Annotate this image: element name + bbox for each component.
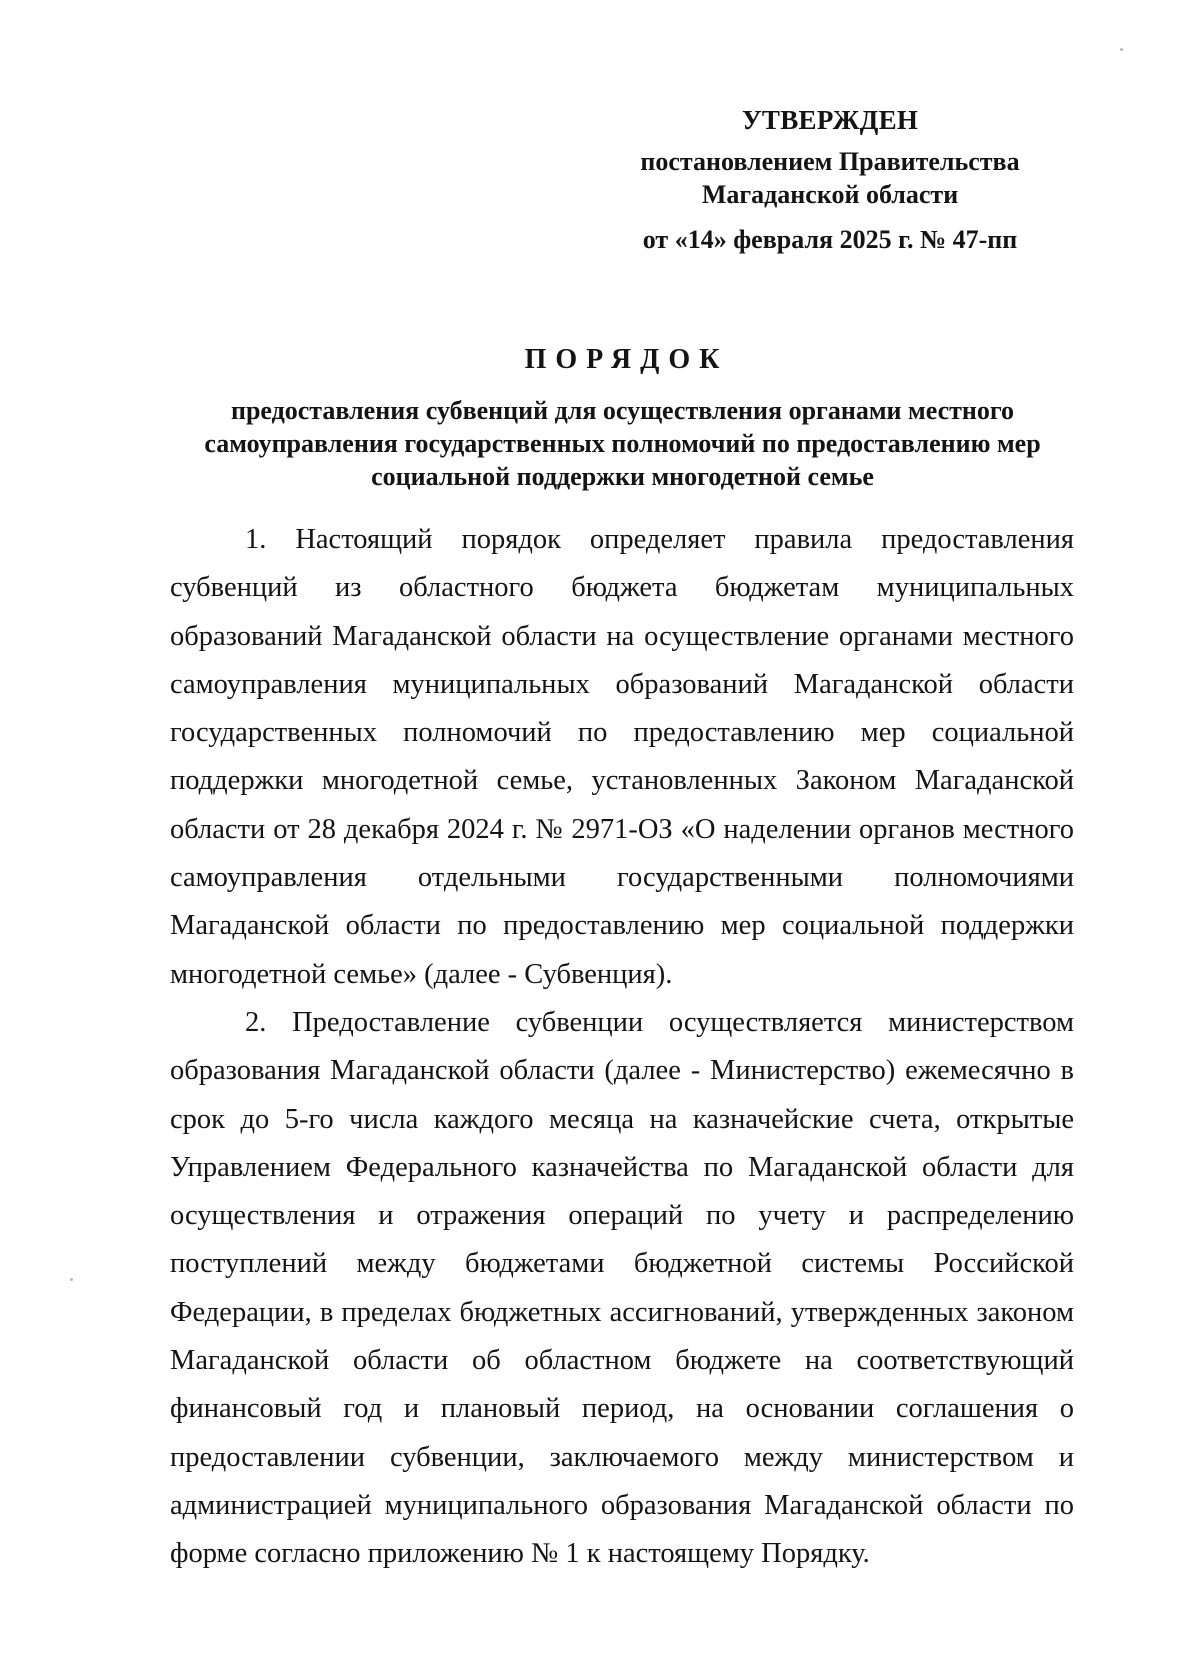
scan-artifact bbox=[1120, 48, 1123, 51]
approval-region: Магаданской области bbox=[701, 180, 959, 209]
document-body bbox=[170, 516, 1074, 1579]
document-subtitle: предоставления субвенций для осуществления органами местного самоуправления государственных полномочий по предоставлению мер социальной поддержки многодетной семье bbox=[204, 396, 1041, 491]
approval-heading: УТВЕРЖДЕН bbox=[741, 105, 919, 135]
scan-artifact bbox=[70, 1278, 73, 1281]
document-title-block bbox=[170, 342, 1075, 493]
approval-stamp bbox=[615, 104, 1045, 256]
document-title: ПОРЯДОК bbox=[524, 344, 729, 375]
paragraph-1: 1. Настоящий порядок определяет правила предоставления субвенций из областного бюджета бюджетам муниципальных образований Магаданской области на осуществление органами местного самоуправления муниципальных образований Магаданской области государственных полномочий по предоставлению мер социальной поддержки многодетной семье, установленных Законом Магаданской области от 28 декабря 2024 г. № 2971-ОЗ «О наделении органов местного самоуправления отдельными государственными полномочиями Магаданской области по предоставлению мер социальной поддержки многодетной семье» (далее - Субвенция). bbox=[170, 524, 1074, 990]
approval-authority: постановлением Правительства bbox=[640, 147, 1020, 176]
paragraph-2: 2. Предоставление субвенции осуществляется министерством образования Магаданской области (далее - Министерство) ежемесячно в срок до 5-го числа каждого месяца на казначейские счета, открытые Управлением Федерального казначейства по Магаданской области для осуществления и отражения операций по учету и распределению поступлений между бюджетами бюджетной системы Российской Федерации, в пределах бюджетных ассигнований, утвержденных законом Магаданской области об областном бюджете на соответствующий финансовый год и плановый период, на основании соглашения о предоставлении субвенции, заключаемого между министерством и администрацией муниципального образования Магаданской области по форме согласно приложению № 1 к настоящему Порядку. bbox=[170, 1006, 1074, 1570]
decree-date-number: от «14» февраля 2025 г. № 47-пп bbox=[642, 225, 1018, 254]
